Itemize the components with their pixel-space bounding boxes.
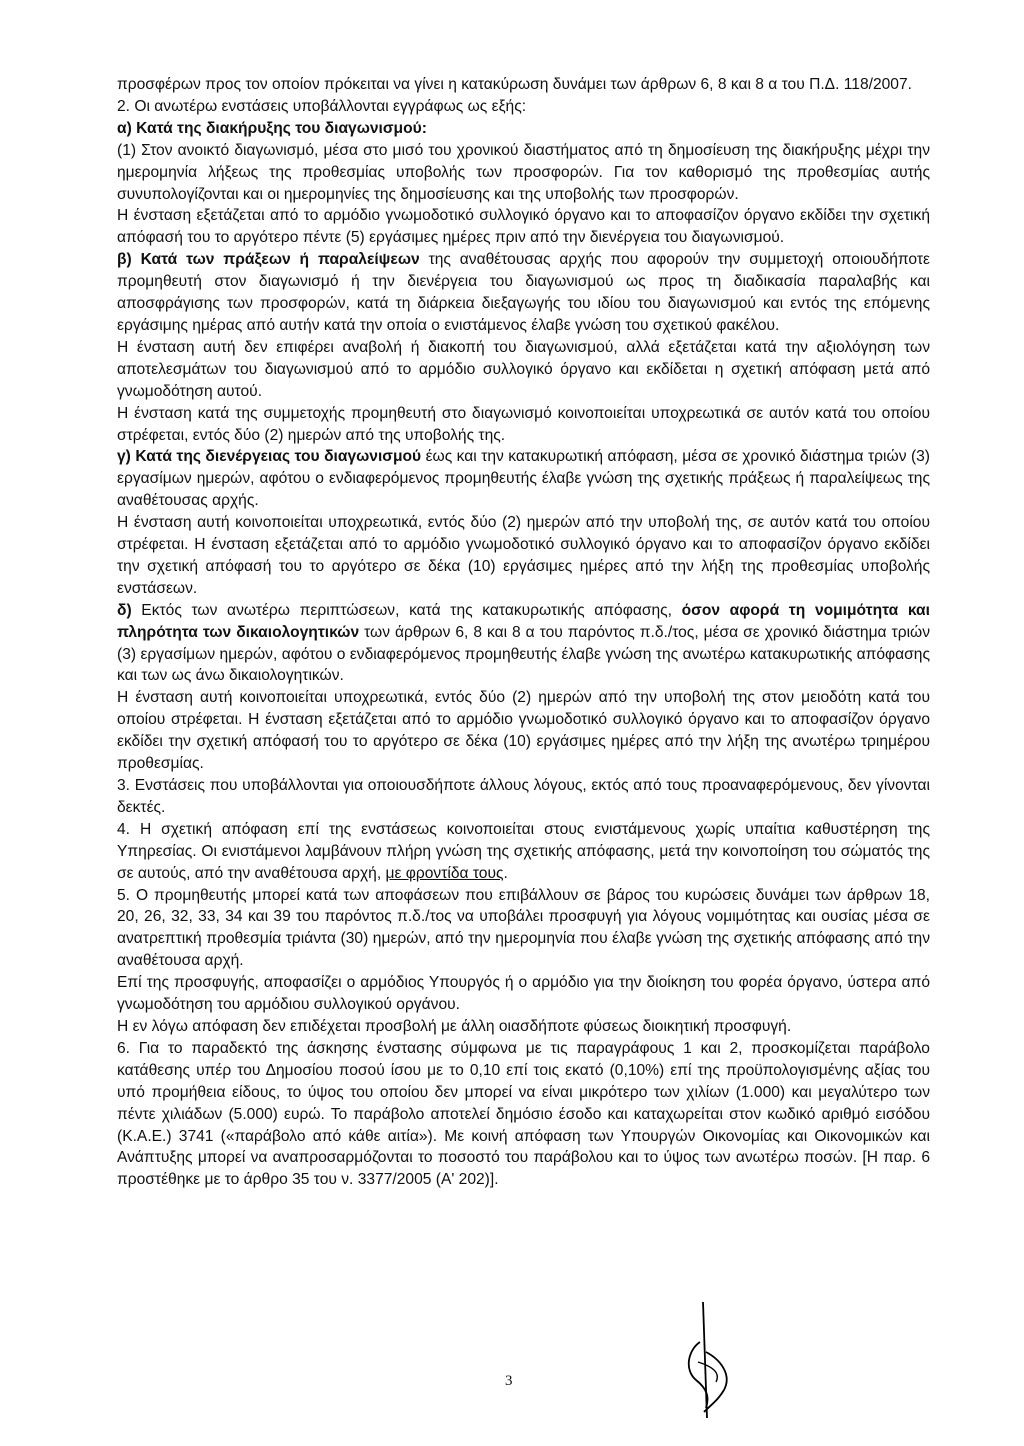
paragraph-4-end: . <box>503 864 508 882</box>
paragraph-4 <box>117 819 930 885</box>
document-body <box>117 74 930 1191</box>
paragraph-2: 2. Οι ανωτέρω ενστάσεις υποβάλλονται εγγράφως ως εξής: <box>117 97 527 115</box>
paragraph-a1: (1) Στον ανοικτό διαγωνισμό, μέσα στο μισό του χρονικού διαστήματος από τη δημοσίευση της διακήρυξης μέχρι την ημερομηνία λήξεως της προθεσμίας υποβολής των προσφορών. Για τον καθορισμό της προθεσμίας αυτής συνυπολογίζονται και οι ημερομηνίες της δημοσίευσης και της υποβολής των προσφορών. <box>117 141 930 203</box>
heading-b: β) Κατά των πράξεων ή παραλείψεων <box>117 251 420 269</box>
paragraph-c2: Η ένσταση αυτή κοινοποιείται υποχρεωτικά, εντός δύο (2) ημερών από την υποβολή της, σε αυτόν κατά του οποίου στρέφεται. Η ένσταση εξετάζεται από το αρμόδιο γνωμοδοτικό συλλογικό όργανο και το αποφασίζον όργανο εκδίδει την σχετική απόφασή του το αργότερο σε δέκα (10) εργάσιμες ημέρες από την λήξη της προθεσμίας υποβολής ενστάσεων. <box>117 514 930 597</box>
paragraph-b-text: της αναθέτουσας αρχής που αφορούν την συμμετοχή οποιουδήποτε προμηθευτή στον διαγωνισμό ή την διενέργεια του διαγωνισμού ως προς τη διαδικασία παραλαβής και αποσφράγισης των προσφορών, κατά τη διάρκεια διεξαγωγής του ιδίου του διαγωνισμού και εντός της επόμενης εργάσιμης ημέρας από αυτήν κατά την οποία ο ενιστάμενος έλαβε γνώση του σχετικού φακέλου. <box>117 251 930 334</box>
paragraph-5: 5. Ο προμηθευτής μπορεί κατά των αποφάσεων που επιβάλλουν σε βάρος του κυρώσεις δυνάμει των άρθρων 18, 20, 26, 32, 33, 34 και 39 του παρόντος π.δ./τος να υποβάλει προσφυγή για λόγους νομιμότητας και ουσίας μέσα σε ανατρεπτική προθεσμία τριάντα (30) ημερών, από την ημερομηνία που έλαβε γνώση της σχετικής απόφασης από την αναθέτουσα αρχή. <box>117 886 930 970</box>
paragraph-b <box>117 249 930 337</box>
heading-a: α) Κατά της διακήρυξης του διαγωνισμού: <box>117 119 427 137</box>
heading-d: δ) <box>117 601 132 619</box>
paragraph-6: 6. Για το παραδεκτό της άσκησης ένστασης σύμφωνα με τις παραγράφους 1 και 2, προσκομίζεται παράβολο κατάθεσης υπέρ του Δημοσίου ποσού ίσου με το 0,10 επί τοις εκατό (0,10%) επί της προϋπολογισμένης αξίας του υπό προμήθεια είδους, το ύψος του οποίου δεν μπορεί να είναι μικρότερο των χιλίων (1.000) και μεγαλύτερο των πέντε χιλιάδων (5.000) ευρώ. Το παράβολο αποτελεί δημόσιο έσοδο και καταχωρείται στον κωδικό αριθμό εισόδου (Κ.Α.Ε.) 3741 («παράβολο από κάθε αιτία»). Με κοινή απόφαση των Υπουργών Οικονομίας και Οικονομικών και Ανάπτυξης μπορεί να αναπροσαρμόζονται το ποσοστό του παράβολου και το ύψος των ανωτέρω ποσών. [Η παρ. 6 προστέθηκε με το άρθρο 35 του ν. 3377/2005 (Α' 202)]. <box>117 1039 930 1189</box>
page-number: 3 <box>505 1373 513 1389</box>
paragraph-c <box>117 446 930 512</box>
paragraph-5b: Επί της προσφυγής, αποφασίζει ο αρμόδιος Υπουργός ή ο αρμόδιο για την διοίκηση του φορέα όργανο, ύστερα από γνωμοδότηση του αρμόδιου συλλογικού οργάνου. <box>117 974 930 1014</box>
paragraph-d <box>117 600 930 688</box>
paragraph-d2: Η ένσταση αυτή κοινοποιείται υποχρεωτικά, εντός δύο (2) ημερών από την υποβολή της στον μειοδότη κατά του οποίου στρέφεται. Η ένσταση εξετάζεται από το αρμόδιο γνωμοδοτικό συλλογικό όργανο και το αποφασίζον όργανο εκδίδει την σχετική απόφασή του το αργότερο σε δέκα (10) εργάσιμες ημέρες από την λήξη της ανωτέρω τριημέρου προθεσμίας. <box>117 689 930 773</box>
paragraph-a2: Η ένσταση εξετάζεται από το αρμόδιο γνωμοδοτικό συλλογικό όργανο και το αποφασίζον όργανο εκδίδει την σχετική απόφασή του το αργότερο πέντε (5) εργάσιμες ημέρες πριν από την διενέργεια του διαγωνισμού. <box>117 207 930 247</box>
paragraph-3: 3. Ενστάσεις που υποβάλλονται για οποιουσδήποτε άλλους λόγους, εκτός από τους προαναφερόμενους, δεν γίνονται δεκτές. <box>117 777 930 816</box>
paragraph-d-text: Εκτός των ανωτέρω περιπτώσεων, κατά της κατακυρωτικής απόφασης, <box>131 601 682 619</box>
paragraph-d-rest: των άρθρων 6, 8 και 8 α του παρόντος π.δ./τος, μέσα σε χρονικό διάστημα τριών (3) εργασίμων ημερών, αφότου ο ενδιαφερόμενος προμηθευτής έλαβε γνώση της ανωτέρω κατακυρωτικής απόφασης και των ως άνω δικαιολογητικών. <box>117 623 931 685</box>
paragraph-b2: Η ένσταση αυτή δεν επιφέρει αναβολή ή διακοπή του διαγωνισμού, αλλά εξετάζεται κατά την αξιολόγηση των αποτελεσμάτων του διαγωνισμού από το αρμόδιο συλλογικό όργανο και εκδίδεται η σχετική απόφαση μετά από γνωμοδότηση αυτού. <box>117 338 930 400</box>
paragraph-d-bold: όσον αφορά τη νομιμότητα και πληρότητα των δικαιολογητικών <box>117 601 930 641</box>
paragraph-4-underlined: με φροντίδα τους <box>385 864 504 882</box>
paragraph-4-text: 4. Η σχετική απόφαση επί της ενστάσεως κοινοποιείται στους ενιστάμενους χωρίς υπαίτια καθυστέρηση της Υπηρεσίας. Οι ενιστάμενοι λαμβάνουν πλήρη γνώση της σχετικής απόφασης, μετά την κοινοποίηση του σώματός της σε αυτούς, από την αναθέτουσα αρχή, <box>117 820 930 882</box>
handwritten-signature <box>676 1300 736 1420</box>
paragraph-intro: προσφέρων προς τον οποίον πρόκειται να γίνει η κατακύρωση δυνάμει των άρθρων 6, 8 και 8 α του Π.Δ. 118/2007. <box>117 76 912 93</box>
heading-c: γ) Κατά της διενέργειας του διαγωνισμού <box>117 448 422 466</box>
paragraph-b3: Η ένσταση κατά της συμμετοχής προμηθευτή στο διαγωνισμό κοινοποιείται υποχρεωτικά σε αυτόν κατά του οποίου στρέφεται, εντός δύο (2) ημερών από της υποβολής της. <box>117 404 930 444</box>
paragraph-c-text: έως και την κατακυρωτική απόφαση, μέσα σε χρονικό διάστημα τριών (3) εργασίμων ημερών, αφότου ο ενδιαφερόμενος προμηθευτής έλαβε γνώση της σχετικής πράξεως ή παραλείψεως της αναθέτουσας αρχής. <box>117 448 930 510</box>
paragraph-5c: Η εν λόγω απόφαση δεν επιδέχεται προσβολή με άλλη οιασδήποτε φύσεως διοικητική προσφυγή. <box>117 1017 792 1035</box>
